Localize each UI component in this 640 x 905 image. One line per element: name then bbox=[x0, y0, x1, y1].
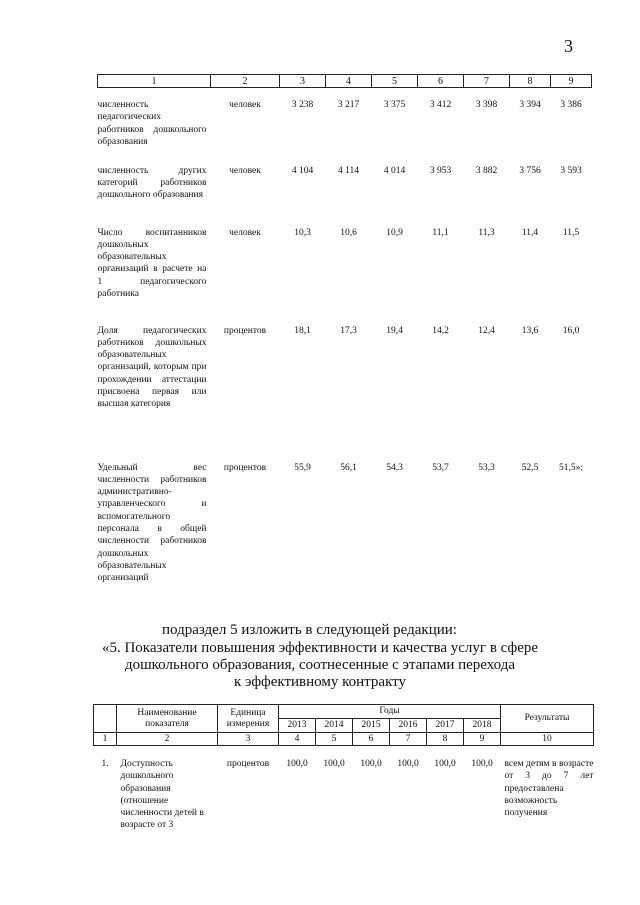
value-cell: 100,0 bbox=[397, 759, 419, 769]
value-cell: 55,9 bbox=[294, 462, 311, 473]
year-header: 2017 bbox=[427, 719, 464, 733]
result-text: всем детям в возрасте от 3 до 7 лет предоставлена возможность получения bbox=[504, 759, 594, 819]
indicator-unit: процентов bbox=[223, 325, 267, 336]
col-results-header: Результаты bbox=[501, 705, 594, 733]
value-cell: 3 953 bbox=[429, 165, 452, 176]
col-no-header bbox=[94, 705, 117, 733]
value-cell: 100,0 bbox=[360, 759, 382, 769]
indicator-name: Доступность дошкольного образования (отношение численности детей в возрасте от 3 bbox=[120, 759, 204, 831]
col-num: 9 bbox=[551, 75, 592, 88]
value-cell: 100,0 bbox=[323, 759, 345, 769]
table-row bbox=[98, 462, 592, 612]
year-header: 2018 bbox=[464, 719, 501, 733]
value-cell: 10,9 bbox=[386, 227, 403, 238]
indicator-name: Число воспитанников дошкольных образовательных организаций в расчете на 1 педагогического работника bbox=[97, 227, 207, 299]
table-row bbox=[98, 165, 592, 227]
value-cell: 16,0 bbox=[562, 325, 580, 336]
value-cell: 3 398 bbox=[475, 100, 498, 110]
value-cell: 17,3 bbox=[340, 325, 357, 336]
year-header: 2014 bbox=[316, 719, 353, 733]
section-heading-line: дошкольного образования, соотнесенные с этапами перехода bbox=[124, 657, 516, 673]
year-header: 2015 bbox=[353, 719, 390, 733]
col-num: 9 bbox=[464, 733, 501, 746]
indicator-unit: человек bbox=[229, 227, 261, 238]
col-num: 7 bbox=[464, 75, 510, 88]
col-num: 4 bbox=[326, 75, 372, 88]
column-number-row bbox=[94, 733, 594, 746]
col-num: 5 bbox=[372, 75, 418, 88]
value-cell: 3 386 bbox=[560, 100, 582, 110]
value-cell: 100,0 bbox=[434, 759, 456, 769]
header-row bbox=[94, 705, 594, 719]
value-cell: 54,3 bbox=[386, 462, 403, 473]
indicator-unit: человек bbox=[229, 165, 261, 176]
value-cell: 4 104 bbox=[291, 165, 314, 176]
indicator-name: численность других категорий работников дошкольного образования bbox=[97, 165, 207, 201]
col-num: 6 bbox=[353, 733, 390, 746]
value-cell: 18,1 bbox=[294, 325, 311, 336]
col-years-header: Годы bbox=[279, 705, 501, 719]
value-cell: 11,4 bbox=[521, 227, 539, 238]
value-cell: 3 375 bbox=[383, 100, 406, 110]
col-num: 4 bbox=[279, 733, 316, 746]
efficiency-indicators-table bbox=[93, 704, 594, 832]
indicator-unit: процентов bbox=[226, 759, 270, 769]
value-cell: 3 756 bbox=[519, 165, 541, 176]
value-cell: 51,5»; bbox=[558, 462, 583, 473]
value-cell: 56,1 bbox=[340, 462, 357, 473]
value-cell: 53,7 bbox=[432, 462, 449, 473]
value-cell: 12,4 bbox=[478, 325, 495, 336]
col-num: 2 bbox=[211, 75, 280, 88]
col-num: 3 bbox=[218, 733, 279, 746]
col-num: 10 bbox=[501, 733, 594, 746]
col-num: 7 bbox=[390, 733, 427, 746]
indicators-table-continued bbox=[97, 74, 592, 612]
value-cell: 11,3 bbox=[478, 227, 495, 238]
value-cell: 100,0 bbox=[286, 759, 308, 769]
value-cell: 4 114 bbox=[337, 165, 360, 176]
value-cell: 4 014 bbox=[383, 165, 406, 176]
col-num: 8 bbox=[510, 75, 551, 88]
value-cell: 11,1 bbox=[432, 227, 449, 238]
indicator-name: Доля педагогических работников дошкольных образовательных организаций, которым при прохождении аттестации присвоена первая или высшая категория bbox=[97, 325, 207, 410]
value-cell: 19,4 bbox=[386, 325, 403, 336]
indicator-unit: процентов bbox=[223, 462, 267, 473]
value-cell: 10,6 bbox=[340, 227, 357, 238]
indicator-name: численность педагогических работников дошкольного образования bbox=[97, 100, 207, 147]
value-cell: 10,3 bbox=[294, 227, 311, 238]
col-name-header: Наименование показателя bbox=[117, 705, 218, 733]
indicator-name: Удельный вес численности работников административно-управленческого и вспомогательного персонала в общей численности работников дошкольных образовательных организаций bbox=[97, 462, 207, 584]
year-header: 2013 bbox=[279, 719, 316, 733]
col-num: 5 bbox=[316, 733, 353, 746]
col-num: 2 bbox=[117, 733, 218, 746]
col-num: 1 bbox=[98, 75, 211, 88]
table-row bbox=[98, 88, 592, 165]
indicator-unit: человек bbox=[229, 100, 261, 110]
table-row bbox=[94, 746, 594, 832]
col-num: 8 bbox=[427, 733, 464, 746]
value-cell: 3 593 bbox=[560, 165, 582, 176]
row-number: 1. bbox=[101, 759, 109, 769]
value-cell: 3 394 bbox=[519, 100, 541, 110]
year-header: 2016 bbox=[390, 719, 427, 733]
page-number: 3 bbox=[564, 36, 573, 56]
col-num: 3 bbox=[280, 75, 326, 88]
col-unit-header: Единица измерения bbox=[218, 705, 279, 733]
value-cell: 3 882 bbox=[475, 165, 498, 176]
col-num: 1 bbox=[94, 733, 117, 746]
value-cell: 53,3 bbox=[478, 462, 495, 473]
subsection-instruction: подраздел 5 изложить в следующей редакции: bbox=[162, 622, 457, 638]
table-row bbox=[98, 227, 592, 325]
section-heading-line: «5. Показатели повышения эффективности и качества услуг в сфере bbox=[101, 640, 539, 656]
column-number-row bbox=[98, 75, 592, 88]
value-cell: 13,6 bbox=[521, 325, 539, 336]
value-cell: 3 217 bbox=[337, 100, 360, 110]
table-row bbox=[98, 325, 592, 462]
value-cell: 11,5 bbox=[562, 227, 580, 238]
value-cell: 100,0 bbox=[471, 759, 493, 769]
value-cell: 3 412 bbox=[429, 100, 452, 110]
section-heading-line: к эффективному контракту bbox=[233, 674, 407, 690]
value-cell: 14,2 bbox=[432, 325, 449, 336]
value-cell: 3 238 bbox=[291, 100, 314, 110]
col-num: 6 bbox=[418, 75, 464, 88]
value-cell: 52,5 bbox=[521, 462, 539, 473]
